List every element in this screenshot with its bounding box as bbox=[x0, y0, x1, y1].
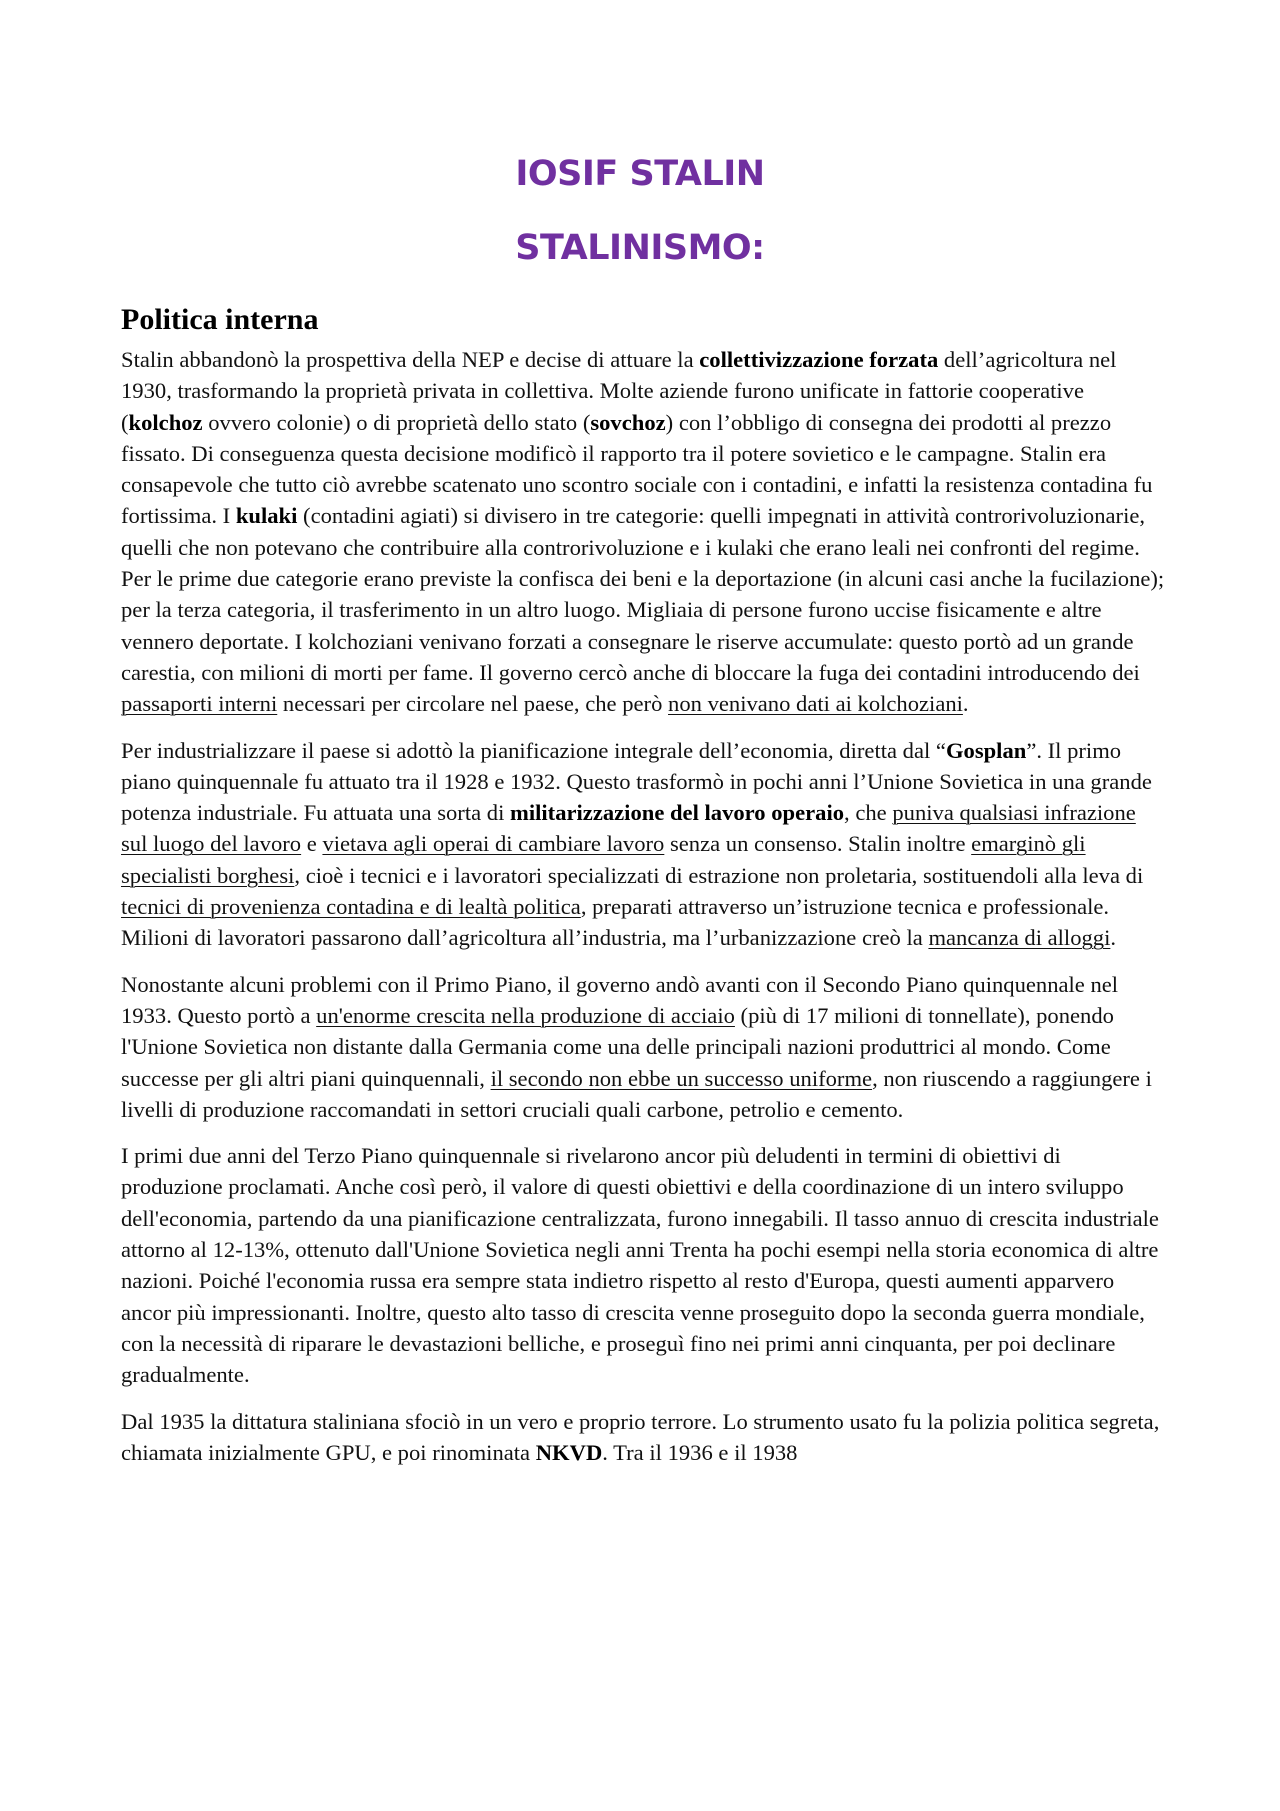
underlined-phrase: mancanza di alloggi bbox=[928, 925, 1111, 951]
text-run: ovvero colonie) o di proprietà dello stato ( bbox=[202, 409, 591, 435]
underlined-phrase: tecnici di provenienza contadina e di lealtà politica bbox=[121, 894, 581, 920]
text-run: . bbox=[1110, 925, 1117, 951]
bold-term: collettivizzazione forzata bbox=[699, 347, 939, 372]
bold-term: NKVD bbox=[535, 1439, 603, 1465]
title-block bbox=[0, 152, 1280, 270]
bold-term: Gosplan bbox=[945, 737, 1027, 763]
bold-term: kolchoz bbox=[128, 409, 203, 435]
underlined-phrase: emarginò gli specialisti borghesi bbox=[121, 831, 1086, 888]
document-body bbox=[121, 300, 1166, 1483]
text-run: Stalin abbandonò la prospettiva della NEP e decise di attuare la bbox=[121, 347, 700, 372]
bold-term: kulaki bbox=[235, 503, 298, 529]
text-run: (contadini agiati) si divisero in tre categorie: quelli impegnati in attività controrivoluzionarie, quelli che non potevano che contribuire alla controrivoluzione e i kulaki che erano leali nei confronti del regime. Per le prime due categorie erano previste la confisca dei beni e la deportazione (in alcuni casi anche la fucilazione); per la terza categoria, il trasferimento in un altro luogo. Migliaia di persone furono uccise fisicamente e altre vennero deportate. I kolchoziani venivano forzati a consegnare le riserve accumulate: questo portò ad un grande carestia, con milioni di morti per fame. Il governo cercò anche di bloccare la fuga dei contadini introducendo dei bbox=[121, 503, 1165, 685]
text-run: dell’agricoltura nel 1930, trasformando la proprietà privata in collettiva. Molte aziende furono unificate in fattorie cooperative ( bbox=[121, 347, 1117, 435]
text-run: Nonostante alcuni problemi con il Primo Piano, il governo andò avanti con il Secondo Piano quinquennale nel 1933. Questo portò a bbox=[121, 971, 1119, 1028]
underlined-phrase: passaporti interni bbox=[121, 691, 278, 717]
underlined-phrase: un'enorme crescita nella produzione di acciaio bbox=[316, 1002, 735, 1028]
text-run: ”. Il primo piano quinquennale fu attuato tra il 1928 e 1932. Questo trasformò in pochi anni l’Unione Sovietica in una grande potenza industriale. Fu attuata una sorta di bbox=[121, 737, 1152, 826]
text-run: Dal 1935 la dittatura staliniana sfociò in un vero e proprio terrore. Lo strumento usato fu la polizia politica segreta, chiamata inizialmente GPU, e poi rinominata bbox=[121, 1408, 1160, 1465]
text-run: , non riuscendo a raggiungere i livelli di produzione raccomandati in settori cruciali quali carbone, petrolio e cemento. bbox=[121, 1065, 1152, 1122]
document-subtitle: STALINISMO: bbox=[515, 228, 765, 268]
section-heading: Politica interna bbox=[121, 303, 319, 336]
text-run: senza un consenso. Stalin inoltre bbox=[664, 831, 972, 857]
text-run: necessari per circolare nel paese, che però bbox=[277, 691, 669, 717]
paragraph-industrializzazione bbox=[121, 735, 1166, 954]
paragraph-collettivizzazione bbox=[121, 344, 1166, 720]
paragraph-secondo-piano bbox=[121, 969, 1166, 1125]
underlined-phrase: vietava agli operai di cambiare lavoro bbox=[322, 831, 665, 857]
bold-term: militarizzazione del lavoro operaio bbox=[510, 800, 845, 826]
text-run: (più di 17 milioni di tonnellate), ponendo l'Unione Sovietica non distante dalla Germania come una delle principali nazioni produttrici al mondo. Come successe per gli altri piani quinquennali, bbox=[121, 1002, 1114, 1091]
text-run: . bbox=[962, 691, 969, 717]
text-run: , cioè i tecnici e i lavoratori specializzati di estrazione non proletaria, sostituendoli alla leva di bbox=[294, 862, 1144, 888]
text-run: ) con l’obbligo di consegna dei prodotti al prezzo fissato. Di conseguenza questa decisione modificò il rapporto tra il potere sovietico e le campagne. Stalin era consapevole che tutto ciò avrebbe scatenato uno scontro sociale con i contadini, e infatti la resistenza contadina fu fortissima. I bbox=[121, 409, 1153, 529]
paragraph-terrore bbox=[121, 1406, 1166, 1469]
text-run: e bbox=[301, 831, 323, 857]
text-run: , preparati attraverso un’istruzione tecnica e professionale. Milioni di lavoratori passarono dall’agricoltura all’industria, ma l’urbanizzazione creò la bbox=[121, 894, 1110, 951]
text-run: . Tra il 1936 e il 1938 bbox=[602, 1439, 798, 1465]
underlined-phrase: puniva qualsiasi infrazione sul luogo del lavoro bbox=[121, 800, 1136, 857]
bold-term: sovchoz bbox=[590, 409, 666, 435]
text-run: Per industrializzare il paese si adottò la pianificazione integrale dell’economia, diretta dal “ bbox=[121, 737, 946, 763]
underlined-phrase: non venivano dati ai kolchoziani bbox=[668, 691, 963, 717]
text-run: , che bbox=[844, 800, 893, 826]
paragraph-terzo-piano bbox=[121, 1140, 1166, 1390]
underlined-phrase: il secondo non ebbe un successo uniforme bbox=[490, 1065, 873, 1091]
document-title: IOSIF STALIN bbox=[515, 154, 765, 194]
text-run: I primi due anni del Terzo Piano quinquennale si rivelarono ancor più deludenti in termini di obiettivi di produzione proclamati. Anche così però, il valore di questi obiettivi e della coordinazione di un intero sviluppo dell'economia, partendo da una pianificazione centralizzata, furono innegabili. Il tasso annuo di crescita industriale attorno al 12-13%, ottenuto dall'Unione Sovietica negli anni Trenta ha pochi esempi nella storia economica di altre nazioni. Poiché l'economia russa era sempre stata indietro rispetto al resto d'Europa, questi aumenti apparvero ancor più impressionanti. Inoltre, questo alto tasso di crescita venne proseguito dopo la seconda guerra mondiale, con la necessità di riparare le devastazioni belliche, e proseguì fino nei primi anni cinquanta, per poi declinare gradualmente. bbox=[121, 1143, 1159, 1388]
